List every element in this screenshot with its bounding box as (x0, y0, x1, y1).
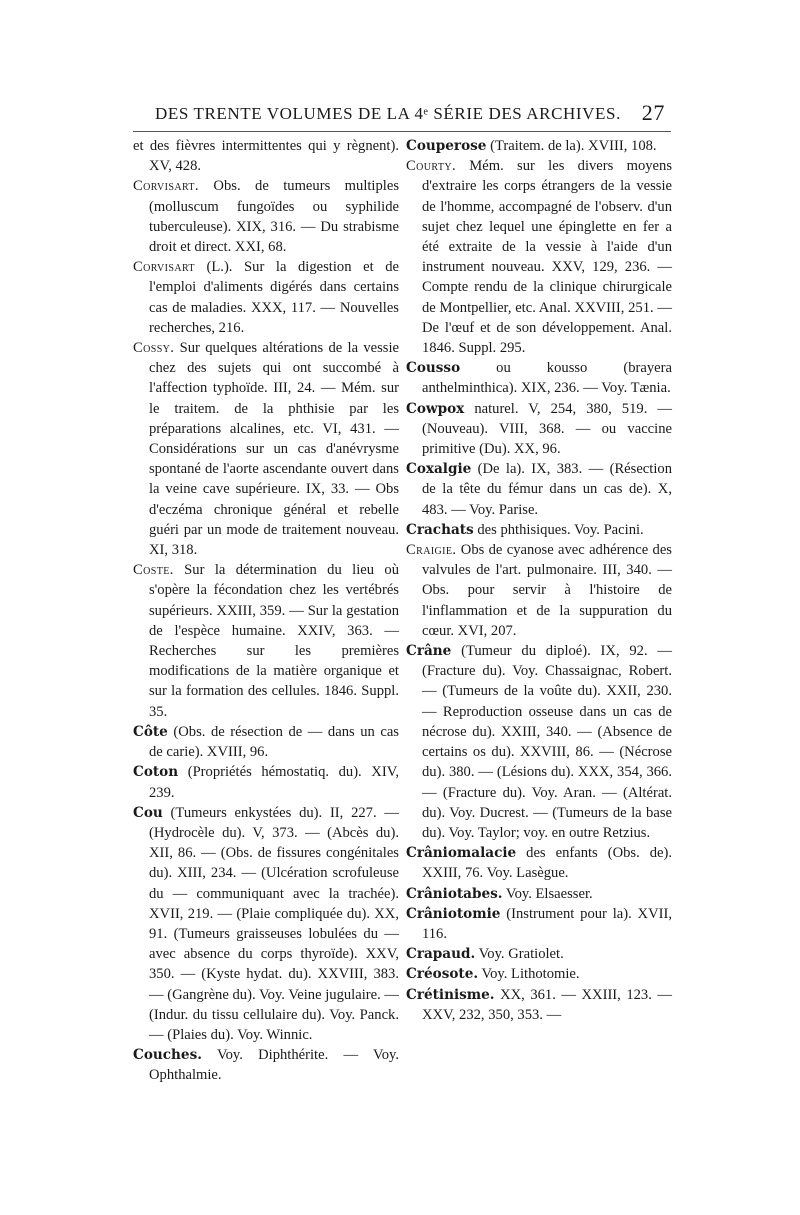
entry-heading: Coxalgie (406, 461, 472, 478)
left-column (133, 136, 399, 1086)
index-entry (133, 176, 399, 257)
entry-heading: Crâniomalacie (406, 845, 517, 862)
index-entry (406, 641, 672, 843)
index-entry (133, 338, 399, 560)
entry-heading: Cossy. (133, 340, 175, 357)
entry-text: (Instrument pour la). XVII, 116. (422, 905, 672, 942)
index-entry (406, 136, 672, 156)
entry-heading: Crétinisme. (406, 986, 495, 1003)
index-entry (406, 520, 672, 540)
entry-text: (Tumeurs enkystées du). II, 227. —(Hydrocèle du). V, 373. — (Abcès du). XII, 86. — (Obs. de fissures congénitales du). XIII, 234. — (Ulcération scrofuleuse du — communiquant avec la trachée). XVII, 219. — (Plaie compliquée du). XX, 91. (Tumeurs graisseuses lobulées du — avec absence du corps thyroïde). XXV, 350. — (Kyste hydat. du). XXVIII, 383. — (Gangrène du). Voy. Veine jugulaire. — (Indur. du tissu cellulaire du). Voy. Panck. — (Plaies du). Voy. Winnic. (149, 804, 399, 1043)
entry-heading: Crachats (406, 521, 474, 538)
entry-heading: Courty. (406, 158, 457, 175)
index-entry (133, 136, 399, 176)
header-rule (133, 131, 671, 132)
index-entry (406, 459, 672, 520)
index-entry (406, 156, 672, 358)
index-entry (406, 399, 672, 460)
entry-heading: Crâniotabes. (406, 885, 503, 902)
entry-text: des enfants (Obs. de). XXIII, 76. Voy. Lasègue. (422, 845, 672, 882)
index-entry (133, 762, 399, 802)
entry-heading: Cousso (406, 360, 461, 377)
entry-text: des phthisiques. Voy. Pacini. (473, 521, 644, 538)
entry-text: naturel. V, 254, 380, 519. — (Nouveau). VIII, 368. — ou vaccine primitive (Du). XX, 96. (422, 400, 672, 458)
page-number: 27 (641, 100, 665, 125)
index-entry (133, 803, 399, 1045)
entry-text: Voy. Diphthérite. — Voy. Ophthalmie. (149, 1047, 399, 1084)
index-entry (406, 358, 672, 398)
entry-text: Voy. Elsaesser. (502, 885, 593, 902)
index-entry (133, 722, 399, 762)
entry-text: Sur la détermination du lieu où s'opère la fécondation chez les vertébrés supérieurs. XXIII, 359. — Sur la gestation de l'espèce humaine. XXIV, 363. — Recherches sur les premières modifications de la matière organique et sur la formation des cellules. 1846. Suppl. 35. (149, 562, 399, 720)
entry-text: et des fièvres intermittentes qui y règnent). XV, 428. (133, 138, 399, 175)
entry-text: Voy. Lithotomie. (478, 966, 580, 983)
entry-heading: Corvisart. (133, 178, 199, 195)
entry-text: (Obs. de résection de — dans un cas de carie). XVIII, 96. (149, 723, 399, 761)
entry-text: (Traitem. de la). XVIII, 108. (486, 138, 657, 154)
entry-text: (Tumeur du diploé). IX, 92. — (Fracture du). Voy. Chassaignac, Robert. — (Tumeurs de la voûte du). XXII, 230. — Reproduction osseuse dans un cas de nécrose du). XXIII, 340. — (Absence de certains os du). XXVIII, 86. — (Nécrose du). 380. — (Lésions du). XXX, 354, 366. — (Fracture du). Voy. Aran. — (Altérat. du). Voy. Ducrest. — (Tumeurs de la base du). Voy. Taylor; voy. en outre Retzius. (422, 643, 672, 841)
entry-heading: Côte (133, 723, 168, 740)
entry-heading: Corvisart (133, 259, 195, 276)
entry-heading: Cou (133, 804, 163, 821)
entry-text: (De la). IX, 383. — (Résection de la tête du fémur dans un cas de). X, 483. — Voy. Parise. (422, 461, 672, 518)
entry-heading: Coton (133, 764, 179, 781)
entry-text: Obs. de tumeurs multiples (molluscum fungoïdes ou syphilide tuberculeuse). XIX, 316. — Du strabisme droit et direct. XXI, 68. (149, 178, 399, 256)
entry-heading: Coste. (133, 562, 174, 579)
index-entry (406, 843, 672, 883)
entry-text: (Propriétés hémostatiq. du). XIV, 239. (149, 764, 399, 801)
index-entry (406, 904, 672, 944)
page-header (155, 100, 665, 128)
entry-heading: Couches. (133, 1047, 202, 1064)
entry-heading: Crâniotomie (406, 905, 501, 922)
entry-heading: Craigie. (406, 542, 457, 559)
entry-heading: Cowpox (406, 400, 465, 417)
index-entry (133, 560, 399, 722)
index-entry (406, 964, 672, 984)
index-entry (406, 884, 672, 904)
right-column (406, 136, 672, 1025)
index-entry (406, 944, 672, 964)
entry-text: Obs de cyanose avec adhérence des valvules de l'art. pulmonaire. III, 340. — Obs. pour servir à l'histoire de l'inflammation et de la suppuration du cœur. XVI, 207. (422, 542, 672, 639)
entry-text: (L.). Sur la digestion et de l'emploi d'aliments digérés dans certains cas de maladies. XXX, 117. — Nouvelles recherches, 216. (149, 259, 399, 336)
index-entry (133, 257, 399, 338)
entry-text: XX, 361. — XXIII, 123. — XXV, 232, 350, 353. — (422, 986, 672, 1023)
entry-heading: Crâne (406, 643, 452, 660)
entry-heading: Crapaud. (406, 946, 476, 963)
running-title: DES TRENTE VOLUMES DE LA 4ᵉ SÉRIE DES ARCHIVES. (155, 104, 621, 123)
index-entry (133, 1045, 399, 1085)
index-entry (406, 985, 672, 1025)
index-entry (406, 540, 672, 641)
entry-text: Sur quelques altérations de la vessie chez des sujets qui ont succombé à l'affection typhoïde. III, 24. — Mém. sur le traitem. de la phthisie par les préparations alcalines, etc. VI, 431. — Considérations sur un cas d'anévrysme spontané de l'aorte ascendante ouvert dans la veine cave supérieure. IX, 33. — Obs d'eczéma chronique général et rebelle guéri par un mode de traitement nouveau. XI, 318. (149, 340, 399, 559)
entry-heading: Couperose (406, 138, 487, 154)
entry-text: ou kousso (brayera anthelminthica). XIX, 236. — Voy. Tænia. (422, 360, 672, 397)
entry-text: Voy. Gratiolet. (475, 946, 564, 963)
entry-text: Mém. sur les divers moyens d'extraire les corps étrangers de la vessie de l'homme, accompagné de l'observ. d'un sujet chez lequel une épinglette en fer a été extraite de la vessie à l'aide d'un instrument nouveau. XXV, 129, 236. — Compte rendu de la clinique chirurgicale de Montpellier, etc. Anal. XXVIII, 251. — De l'œuf et de son développement. Anal. 1846. Suppl. 295. (422, 158, 672, 357)
entry-heading: Créosote. (406, 966, 479, 983)
